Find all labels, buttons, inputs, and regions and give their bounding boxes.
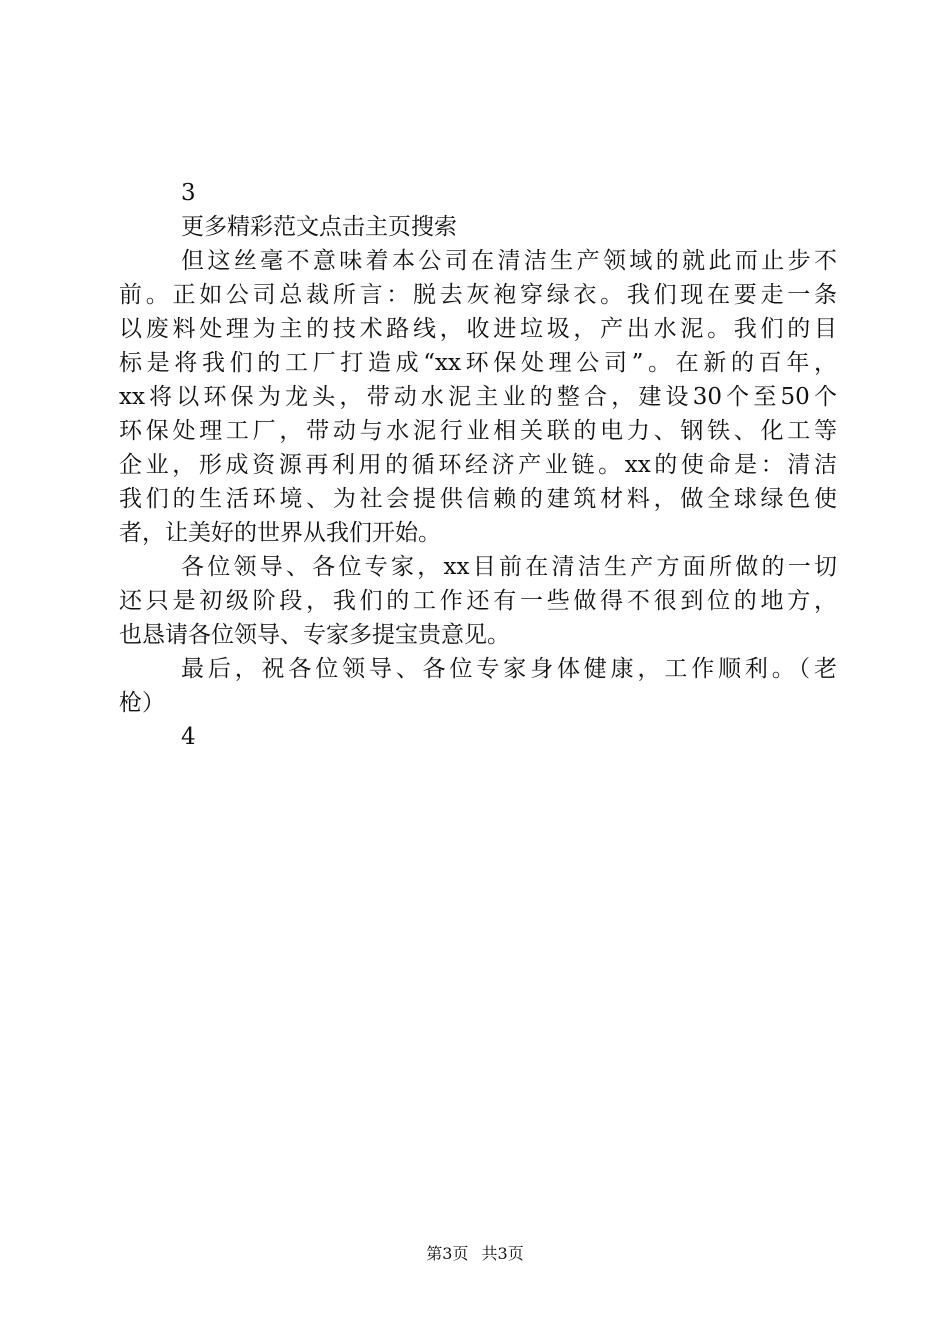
page-marker-3: 3 — [181, 180, 196, 206]
paragraph-1-line: 我们的生活环境、为社会提供信赖的建筑材料，做全球绿色使 — [119, 486, 837, 512]
paragraph-1-line: 者，让美好的世界从我们开始。 — [119, 520, 441, 546]
footer-current-page: 第3页 — [426, 1244, 469, 1263]
paragraph-1-line: xx将以环保为龙头，带动水泥主业的整合，建设30个至50个 — [119, 384, 837, 410]
paragraph-1-line: 以废料处理为主的技术路线，收进垃圾，产出水泥。我们的目 — [119, 316, 837, 342]
paragraph-1-line: 企业，形成资源再利用的循环经济产业链。xx的使命是：清洁 — [119, 452, 837, 478]
page-marker-4: 4 — [181, 724, 196, 750]
paragraph-1-line: 标是将我们的工厂打造成“xx环保处理公司”。在新的百年， — [119, 350, 837, 376]
document-body — [119, 176, 837, 754]
paragraph-1-line: 但这丝毫不意味着本公司在清洁生产领域的就此而止步不 — [181, 248, 837, 274]
paragraph-2-line: 也恳请各位领导、专家多提宝贵意见。 — [119, 622, 510, 648]
promo-line: 更多精彩范文点击主页搜索 — [181, 214, 457, 240]
footer-total-pages: 共3页 — [481, 1244, 524, 1263]
paragraph-2 — [119, 550, 837, 652]
paragraph-2-line: 各位领导、各位专家，xx目前在清洁生产方面所做的一切 — [181, 554, 837, 580]
paragraph-3-line: 最后，祝各位领导、各位专家身体健康，工作顺利。（老 — [181, 656, 837, 682]
page-footer — [0, 1243, 950, 1265]
paragraph-1-line: 前。正如公司总裁所言：脱去灰袍穿绿衣。我们现在要走一条 — [119, 282, 837, 308]
paragraph-1-line: 环保处理工厂，带动与水泥行业相关联的电力、钢铁、化工等 — [119, 418, 837, 444]
paragraph-3 — [119, 652, 837, 720]
paragraph-2-line: 还只是初级阶段，我们的工作还有一些做得不很到位的地方， — [119, 588, 837, 614]
paragraph-1 — [119, 244, 837, 550]
paragraph-3-line: 枪） — [119, 690, 165, 716]
